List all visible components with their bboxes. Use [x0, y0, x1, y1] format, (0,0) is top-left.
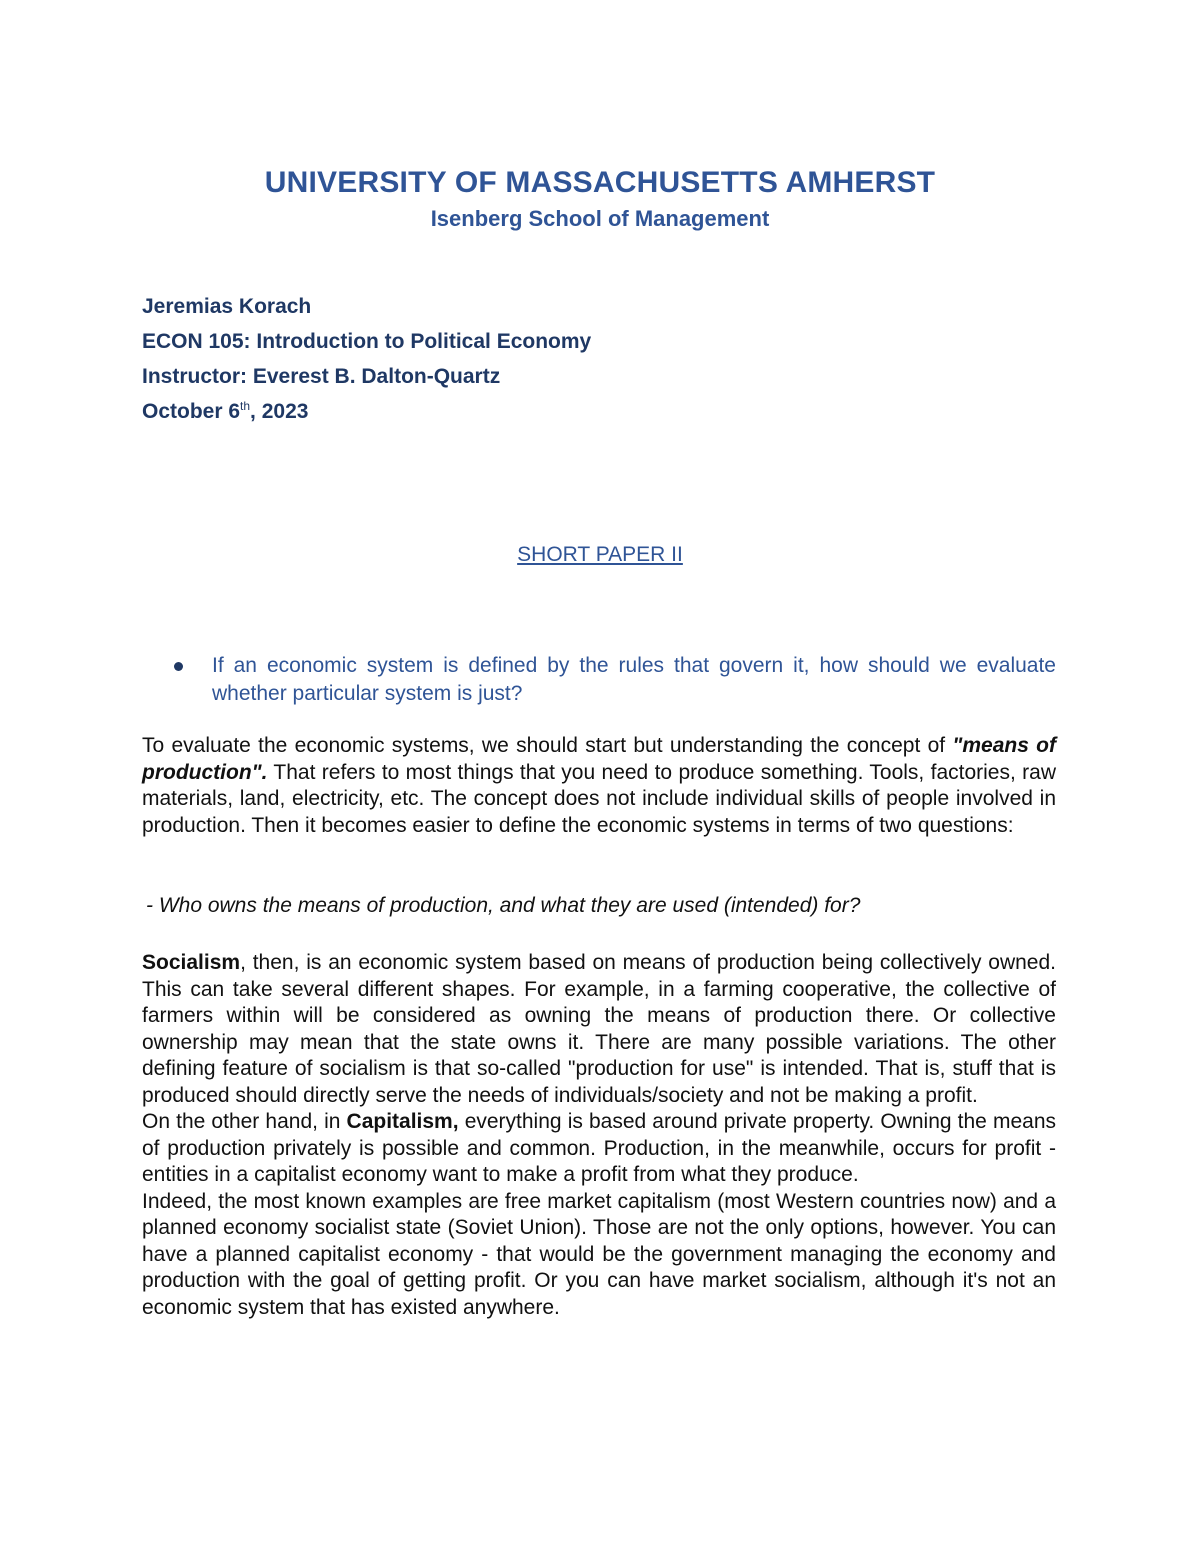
- university-title: UNIVERSITY OF MASSACHUSETTS AMHERST: [264, 166, 936, 199]
- socialism-paragraph: [142, 950, 1056, 1109]
- means-of-production-term: "means of production".: [142, 734, 1056, 784]
- capitalism-term: Capitalism,: [346, 1110, 459, 1133]
- date-superscript: th: [240, 399, 251, 413]
- intro-paragraph: [142, 733, 1056, 839]
- socialism-text: , then, is an economic system based on means of production being collectively owned. This can take several different shapes. For example, in a farming cooperative, the collective of farmers within will be considered as owning the means of production there. Or collective ownership may mean that the state owns it. There are many possible variations. The other defining feature of socialism is that so-called "production for use" is intended. That is, stuff that is produced should directly serve the needs of individuals/society and not be making a profit.: [142, 951, 1056, 1107]
- school-subtitle: Isenberg School of Management: [430, 206, 770, 231]
- capitalism-prefix: On the other hand, in: [142, 1110, 347, 1133]
- date-prefix: October 6: [142, 400, 241, 423]
- socialism-term: Socialism: [142, 951, 241, 974]
- bullet-icon: [174, 662, 183, 671]
- course-name: ECON 105: Introduction to Political Economy: [142, 330, 592, 353]
- instructor-name: Instructor: Everest B. Dalton-Quartz: [142, 365, 501, 388]
- intro-text-1: To evaluate the economic systems, we should start but understanding the concept of: [142, 734, 953, 757]
- conclusion-paragraph: Indeed, the most known examples are free market capitalism (most Western countries now) and a planned economy socialist state (Soviet Union). Those are not the only options, however. You can have a planned capitalist economy - that would be the government managing the economy and production with the goal of getting profit. Or you can have market socialism, although it's not an economic system that has existed anywhere.: [142, 1189, 1056, 1319]
- paper-title: SHORT PAPER II: [517, 543, 683, 566]
- author-name: Jeremias Korach: [142, 295, 312, 318]
- capitalism-text: everything is based around private property. Owning the means of production privately is possible and common. Production, in the meanwhile, occurs for profit - entities in a capitalist economy want to make a profit from what they produce.: [142, 1110, 1057, 1186]
- sub-question: - Who owns the means of production, and what they are used (intended) for?: [146, 894, 861, 917]
- capitalism-paragraph: [142, 1109, 1056, 1189]
- body-paragraphs: [142, 950, 1056, 1321]
- intro-text-2: That refers to most things that you need to produce something. Tools, factories, raw materials, land, electricity, etc. The concept does not include individual skills of people involved in production. Then it becomes easier to define the economic systems in terms of two questions:: [142, 760, 1056, 837]
- paper-date: [142, 399, 308, 424]
- date-suffix: , 2023: [250, 400, 309, 423]
- question-text: If an economic system is defined by the rules that govern it, how should we evaluate whether particular system is just?: [212, 654, 1056, 705]
- question-list-item: [142, 652, 1056, 708]
